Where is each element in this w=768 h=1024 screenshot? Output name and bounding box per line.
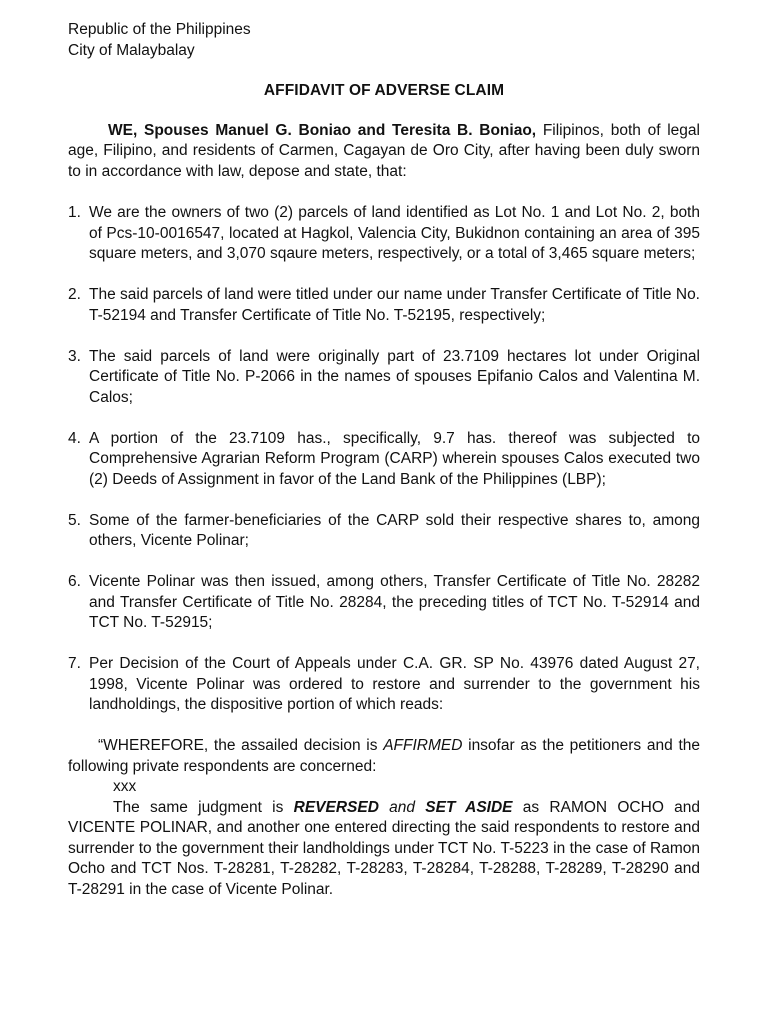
quote-omission: xxx bbox=[113, 778, 137, 795]
item-number: 1. bbox=[68, 204, 81, 221]
item-text: A portion of the 23.7109 has., specifically, 9.7 has. thereof was subjected to Comprehensive Agrarian Reform Program (CARP) wherein spouses Calos executed two (2) Deeds of Assignment in favor of the Land Bank of the Philippines (LBP); bbox=[89, 429, 700, 488]
item-text: Per Decision of the Court of Appeals under C.A. GR. SP No. 43976 dated August 27, 1998, Vicente Polinar was ordered to restore and surrender to the government his landholdings, the dispositive portion of which reads: bbox=[89, 655, 700, 713]
reversed-bold-italic: REVERSED bbox=[293, 798, 379, 816]
item-text: Vicente Polinar was then issued, among others, Transfer Certificate of Title No. 28282 and Transfer Certificate of Title No. 28284, the preceding titles of TCT No. T-52914 and TCT No. T-52915; bbox=[89, 573, 700, 631]
list-item bbox=[68, 429, 700, 491]
numbered-list bbox=[68, 203, 700, 716]
item-number: 7. bbox=[68, 655, 81, 672]
list-item bbox=[68, 511, 700, 552]
and-italic: and bbox=[378, 798, 426, 816]
item-text: The said parcels of land were titled under our name under Transfer Certificate of Title No. T-52194 and Transfer Certificate of Title No. T-52195, respectively; bbox=[89, 286, 700, 324]
quote-text: insofar as the petitioners and the following private respondents are concerned: bbox=[68, 737, 700, 775]
item-number: 6. bbox=[68, 573, 81, 590]
item-number: 2. bbox=[68, 286, 81, 303]
set-aside-bold-italic: SET ASIDE bbox=[425, 798, 513, 816]
list-item bbox=[68, 203, 700, 265]
document-page bbox=[68, 20, 700, 900]
quote-text: as RAMON OCHO and VICENTE POLINAR, and another one entered directing the said respondents to restore and surrender to the government their landholdings under TCT No. T-5223 in the case of Ramon Ocho and TCT Nos. T-28281, T-28282, T-28283, T-28284, T-28288, T-28289, T-28290 and T-28291 in the case of Vicente Polinar. bbox=[68, 798, 700, 898]
item-text: We are the owners of two (2) parcels of land identified as Lot No. 1 and Lot No. 2, both of Pcs-10-0016547, located at Hagkol, Valencia City, Bukidnon containing an area of 395 square meters, and 3,070 sqaure meters, respectively, or a total of 3,465 square meters; bbox=[89, 204, 700, 262]
affiants-names: WE, Spouses Manuel G. Boniao and Teresita B. Boniao, bbox=[108, 121, 537, 139]
header-republic: Republic of the Philippines bbox=[68, 21, 251, 38]
quote-paragraph-1 bbox=[68, 736, 700, 777]
item-number: 4. bbox=[68, 429, 81, 447]
quoted-dispositive-portion bbox=[68, 736, 700, 900]
header-city: City of Malaybalay bbox=[68, 41, 195, 59]
item-text: Some of the farmer-beneficiaries of the CARP sold their respective shares to, among others, Vicente Polinar; bbox=[89, 511, 700, 549]
list-item bbox=[68, 654, 700, 716]
list-item bbox=[68, 347, 700, 409]
document-title: AFFIDAVIT OF ADVERSE CLAIM bbox=[263, 82, 505, 99]
item-text: The said parcels of land were originally part of 23.7109 hectares lot under Original Certificate of Title No. P-2066 in the names of spouses Epifanio Calos and Valentina M. Calos; bbox=[89, 347, 700, 406]
list-item bbox=[68, 285, 700, 326]
intro-paragraph bbox=[68, 121, 700, 183]
item-number: 5. bbox=[68, 511, 81, 529]
quote-text: “WHEREFORE, the assailed decision is bbox=[98, 737, 384, 754]
quote-paragraph-2 bbox=[68, 798, 700, 901]
affirmed-italic: AFFIRMED bbox=[383, 737, 463, 754]
quote-text: The same judgment is bbox=[113, 798, 294, 816]
list-item bbox=[68, 572, 700, 634]
item-number: 3. bbox=[68, 347, 81, 365]
intro-text: Filipinos, both of legal age, Filipino, and residents of Carmen, Cagayan de Oro City, after having been duly sworn to in accordance with law, depose and state, that: bbox=[68, 121, 700, 180]
